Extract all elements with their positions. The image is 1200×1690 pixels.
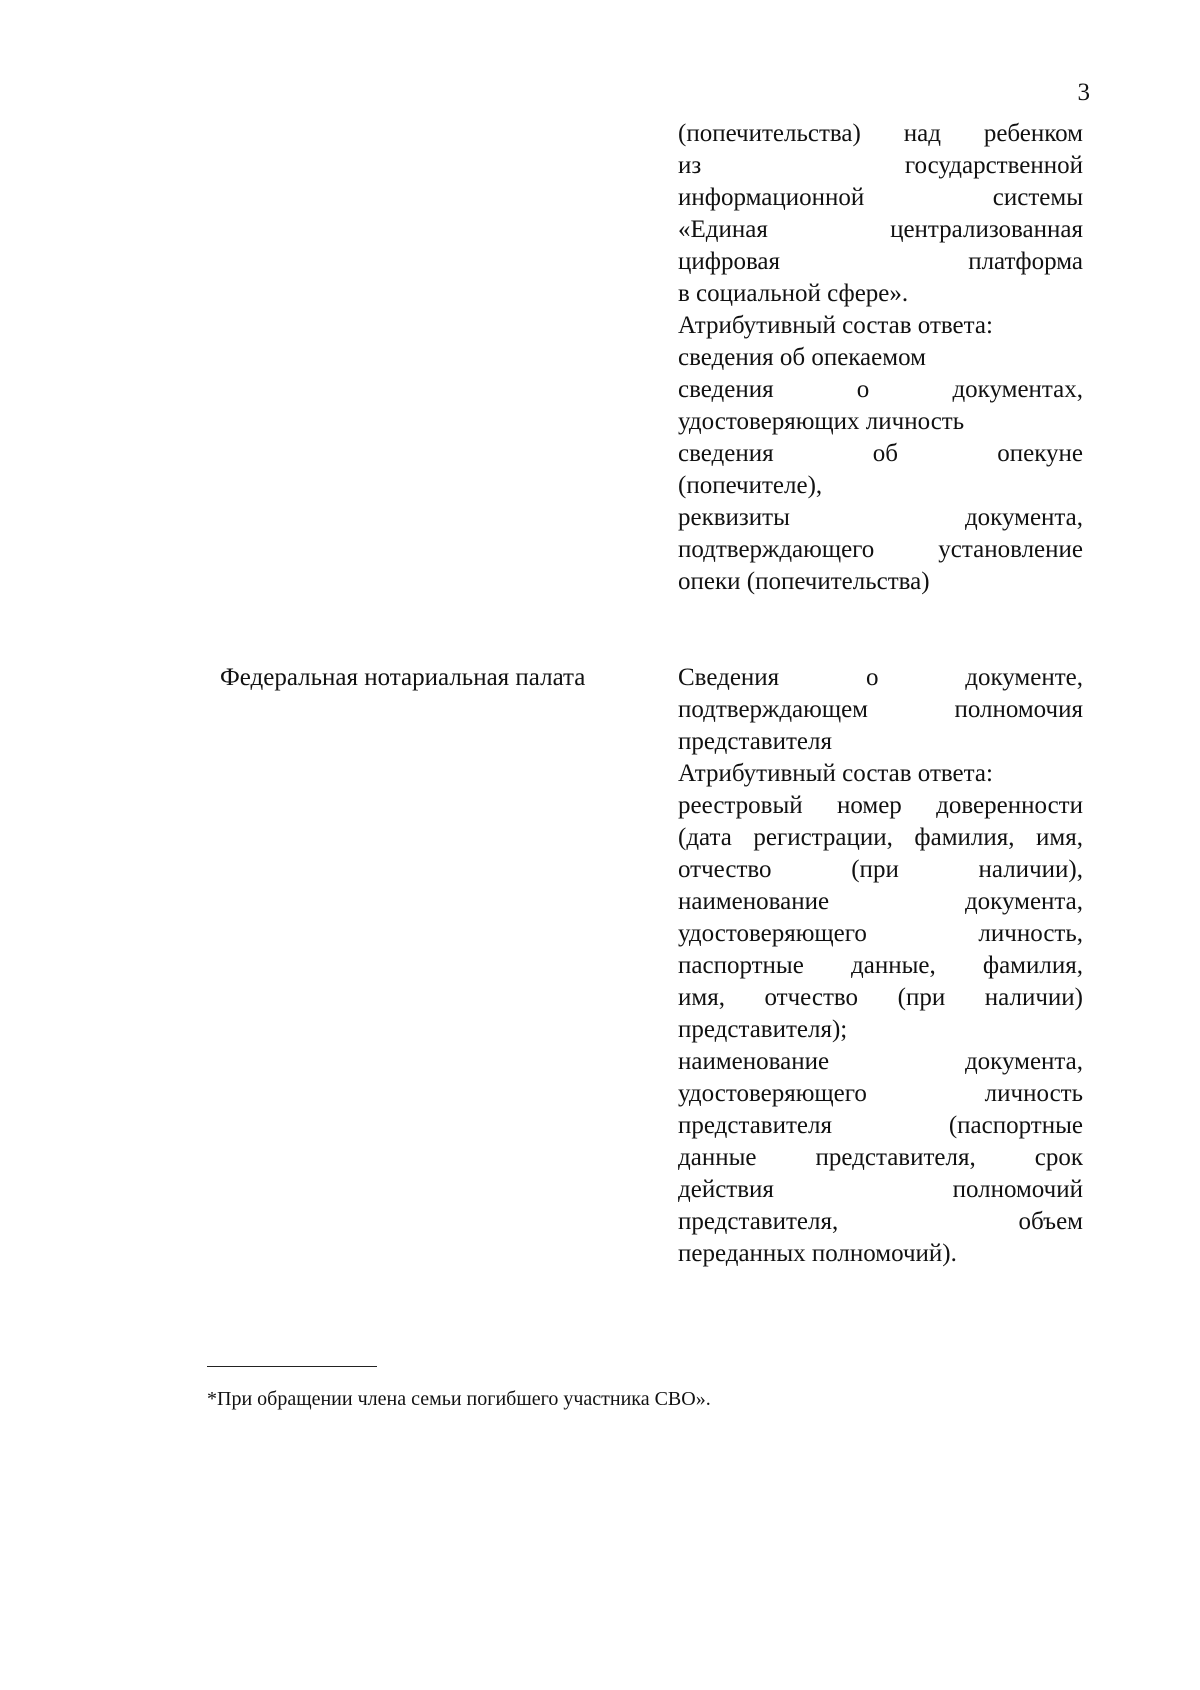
word: подтверждающем	[678, 696, 868, 723]
text-line	[678, 726, 1083, 758]
word: (при	[897, 984, 946, 1011]
word: документа,	[964, 888, 1083, 915]
word: в социальной сфере».	[678, 280, 909, 307]
word: реестровый	[678, 792, 803, 819]
word: полномочия	[954, 696, 1083, 723]
word: реквизиты	[678, 504, 790, 531]
text-line	[678, 150, 1083, 182]
word: об	[872, 440, 899, 467]
text-line	[678, 470, 1083, 502]
word: (попечителе),	[678, 472, 823, 499]
word: (попечительства)	[678, 120, 861, 147]
word: представителя,	[678, 1208, 839, 1235]
word: представителя,	[815, 1144, 976, 1171]
text-line	[678, 118, 1083, 150]
text-line	[678, 886, 1083, 918]
text-line	[678, 342, 1083, 374]
word: над	[903, 120, 941, 147]
text-line	[678, 278, 1083, 310]
word: представителя	[678, 1112, 832, 1139]
word: подтверждающего	[678, 536, 875, 563]
word: государственной	[904, 152, 1083, 179]
word: объем	[1018, 1208, 1083, 1235]
word: удостоверяющих личность	[678, 408, 965, 435]
word: паспортные	[678, 952, 804, 979]
text-line	[678, 182, 1083, 214]
word: регистрации,	[753, 824, 893, 851]
word: (дата	[678, 824, 732, 851]
word: Атрибутивный состав ответа:	[678, 760, 993, 787]
word: наличии)	[984, 984, 1083, 1011]
word: (при	[851, 856, 899, 883]
word: наличии),	[978, 856, 1083, 883]
word: системы	[992, 184, 1083, 211]
text-line	[678, 1014, 1083, 1046]
text-line	[678, 310, 1083, 342]
text-line	[678, 662, 1083, 694]
word: данные	[678, 1144, 757, 1171]
text-line	[678, 246, 1083, 278]
text-line	[678, 918, 1083, 950]
word: документах,	[952, 376, 1083, 403]
word: о	[856, 376, 870, 403]
word: представителя);	[678, 1016, 848, 1043]
text-line	[678, 758, 1083, 790]
text-line	[678, 374, 1083, 406]
word: наименование	[678, 1048, 830, 1075]
word: полномочий	[952, 1176, 1083, 1203]
text-line	[678, 406, 1083, 438]
source-name-text: Федеральная нотариальная палата	[220, 664, 586, 691]
text-line	[678, 822, 1083, 854]
word: документе,	[965, 664, 1083, 691]
word: представителя	[678, 728, 832, 755]
word: фамилия,	[982, 952, 1083, 979]
text-line	[678, 950, 1083, 982]
text-line	[678, 1110, 1083, 1142]
guardianship-response-text	[678, 118, 1083, 598]
text-line	[678, 1046, 1083, 1078]
word: срок	[1034, 1144, 1083, 1171]
word: отчество	[678, 856, 772, 883]
word: ребенком	[983, 120, 1083, 147]
word: наименование	[678, 888, 830, 915]
word: имя,	[678, 984, 725, 1011]
word: переданных полномочий).	[678, 1240, 957, 1267]
text-line	[678, 534, 1083, 566]
text-line	[678, 1174, 1083, 1206]
word: действия	[678, 1176, 774, 1203]
word: сведения	[678, 440, 774, 467]
word: информационной	[678, 184, 865, 211]
text-line	[678, 438, 1083, 470]
word: удостоверяющего	[678, 1080, 867, 1107]
word: доверенности	[936, 792, 1083, 819]
word: отчество	[764, 984, 859, 1011]
word: платформа	[968, 248, 1083, 275]
notary-response-text	[678, 662, 1083, 1270]
word: личность,	[978, 920, 1083, 947]
text-line	[678, 214, 1083, 246]
word: Атрибутивный состав ответа:	[678, 312, 993, 339]
word: личность	[984, 1080, 1083, 1107]
text-line	[678, 982, 1083, 1014]
text-line	[678, 1206, 1083, 1238]
text-line	[678, 1078, 1083, 1110]
text-line	[678, 566, 1083, 598]
word: номер	[836, 792, 902, 819]
footnote-separator	[207, 1366, 377, 1367]
word: документа,	[964, 504, 1083, 531]
text-line	[678, 854, 1083, 886]
word: данные,	[851, 952, 936, 979]
word: фамилия,	[914, 824, 1015, 851]
word: опекуне	[997, 440, 1083, 467]
word: удостоверяющего	[678, 920, 867, 947]
word: сведения	[678, 376, 774, 403]
word: Сведения	[678, 664, 780, 691]
text-line	[678, 1238, 1083, 1270]
word: имя,	[1036, 824, 1083, 851]
text-line	[678, 790, 1083, 822]
word: документа,	[964, 1048, 1083, 1075]
word: цифровая	[678, 248, 781, 275]
word: из	[678, 152, 702, 179]
source-name-notary	[220, 662, 640, 694]
text-line	[678, 1142, 1083, 1174]
word: о	[865, 664, 879, 691]
word: (паспортные	[948, 1112, 1083, 1139]
word: сведения об опекаемом	[678, 344, 926, 371]
source-name-line	[220, 662, 640, 694]
word: установление	[938, 536, 1083, 563]
word: опеки (попечительства)	[678, 568, 930, 595]
word: централизованная	[890, 216, 1083, 243]
text-line	[678, 694, 1083, 726]
page-number: 3	[1077, 79, 1090, 106]
word: «Единая	[678, 216, 768, 243]
footnote-text: *При обращении члена семьи погибшего участника СВО».	[207, 1388, 711, 1410]
text-line	[678, 502, 1083, 534]
